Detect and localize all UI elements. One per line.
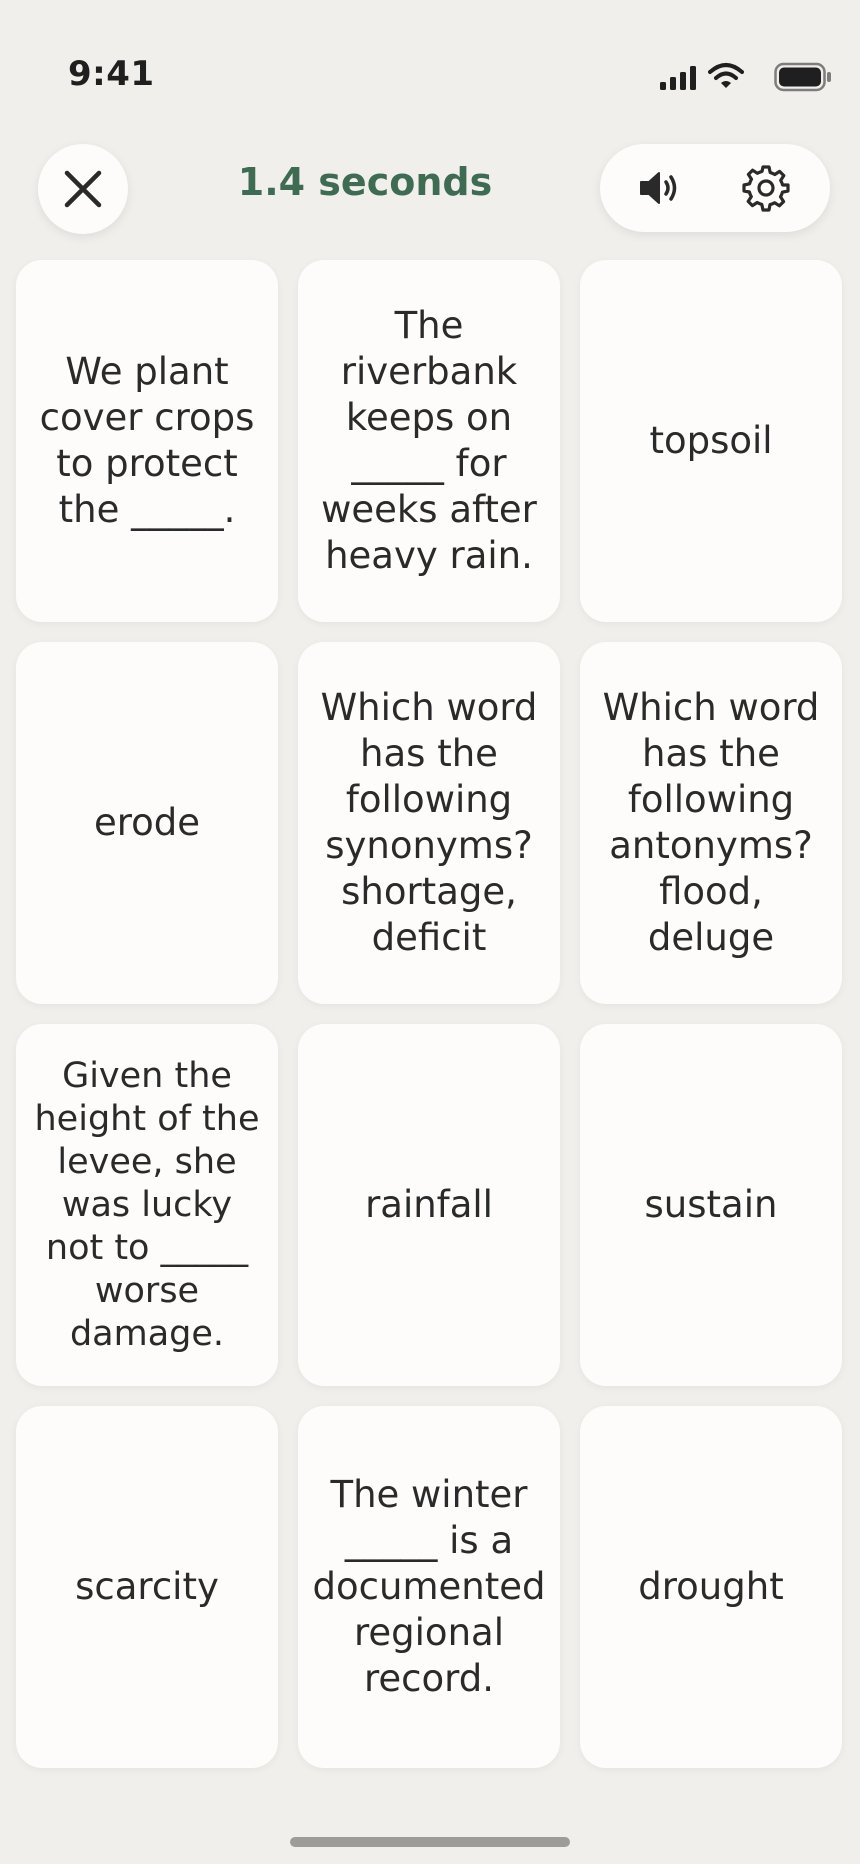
match-card[interactable] (16, 260, 278, 622)
signal-icon (660, 66, 698, 90)
card-text: We plant cover crops to protect the _____. (39, 350, 255, 531)
match-card[interactable] (298, 260, 560, 622)
match-card[interactable] (16, 1406, 278, 1768)
settings-button[interactable] (740, 162, 792, 214)
card-text: The riverbank keeps on _____ for weeks after heavy rain. (321, 304, 537, 577)
top-bar (0, 140, 860, 240)
wifi-icon (708, 62, 744, 90)
card-text: The winter _____ is a documented regional record. (312, 1473, 546, 1700)
match-card[interactable] (16, 1024, 278, 1386)
match-card[interactable] (298, 642, 560, 1004)
card-text: scarcity (75, 1565, 219, 1608)
status-bar (0, 0, 860, 150)
match-card[interactable] (298, 1406, 560, 1768)
card-text: drought (638, 1565, 784, 1608)
match-card[interactable] (580, 1406, 842, 1768)
battery-icon (774, 62, 832, 92)
card-text: sustain (644, 1183, 778, 1226)
timer-label: 1.4 seconds (237, 160, 493, 204)
close-icon (63, 169, 103, 209)
card-grid (16, 260, 844, 1768)
status-icons (632, 60, 832, 96)
match-card[interactable] (580, 642, 842, 1004)
card-text: erode (93, 801, 201, 844)
sound-button[interactable] (636, 164, 686, 212)
gear-icon (742, 164, 790, 212)
card-text: Which word has the following antonyms? flood, deluge (602, 686, 820, 959)
card-text: Given the height of the levee, she was lucky not to _____ worse damage. (34, 1055, 260, 1354)
card-text: Which word has the following synonyms? shortage, deficit (320, 686, 538, 959)
match-card[interactable] (580, 1024, 842, 1386)
match-card[interactable] (580, 260, 842, 622)
speaker-icon (639, 170, 683, 206)
match-card[interactable] (298, 1024, 560, 1386)
status-time: 9:41 (68, 54, 155, 94)
close-button[interactable] (38, 144, 128, 234)
controls-pill (600, 144, 830, 232)
home-indicator (290, 1837, 570, 1847)
match-card[interactable] (16, 642, 278, 1004)
card-text: topsoil (649, 419, 773, 462)
card-text: rainfall (365, 1183, 493, 1226)
